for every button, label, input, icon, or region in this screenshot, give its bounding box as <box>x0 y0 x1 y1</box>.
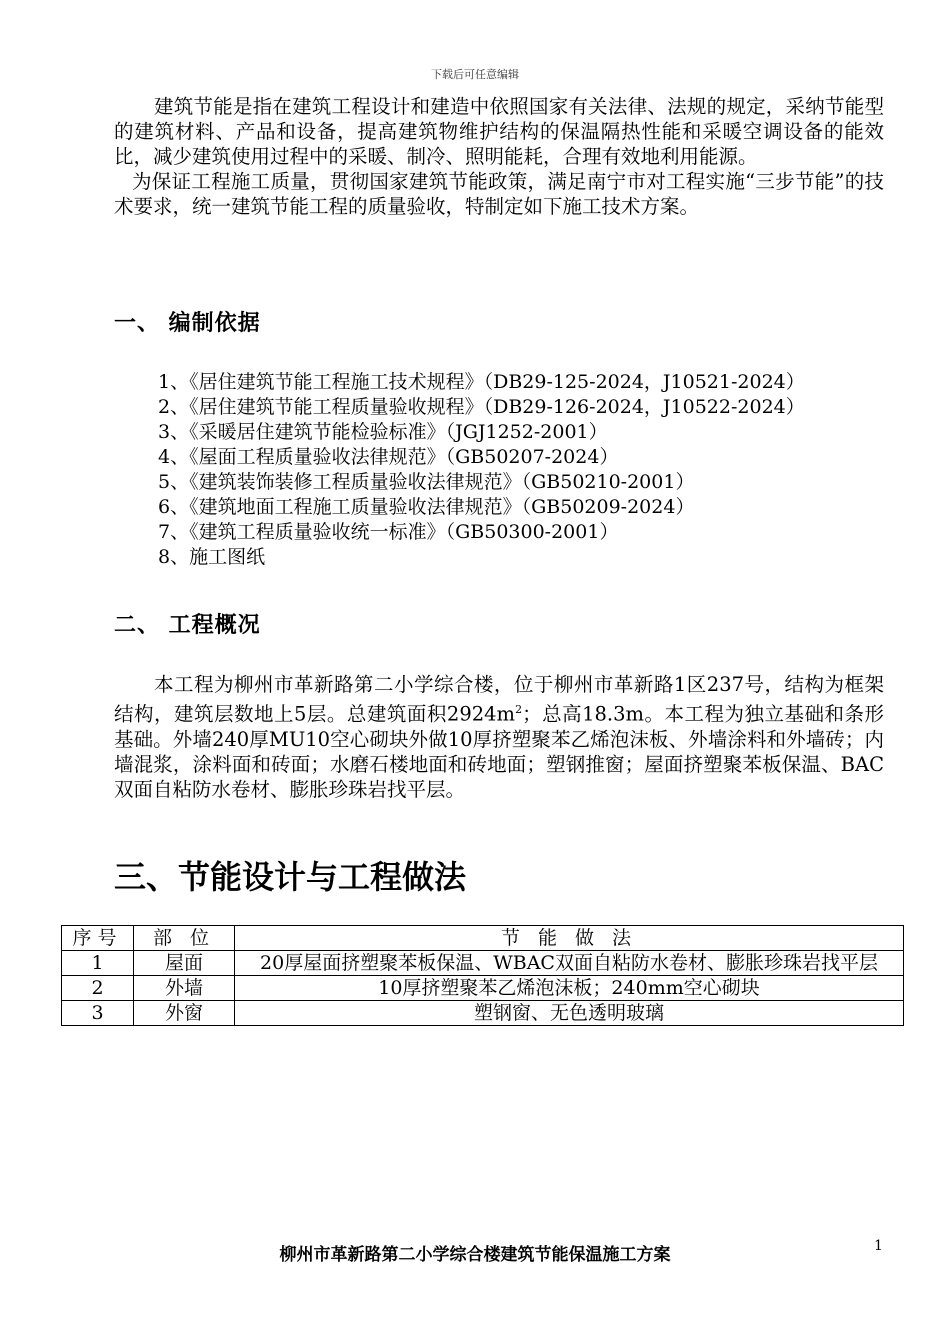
intro-paragraph-2: 为保证工程施工质量，贯彻国家建筑节能政策，满足南宁市对工程实施“三步节能”的技术要求，统一建筑节能工程的质量验收，特制定如下施工技术方案。 <box>114 170 884 218</box>
section-1-title: 一、 编制依据 <box>114 311 261 336</box>
reference-item: 6、《建筑地面工程施工质量验收法律规范》（GB50209-2024） <box>158 496 695 518</box>
project-overview <box>114 672 884 802</box>
row-index: 1 <box>62 951 134 976</box>
page-number: 1 <box>874 1238 883 1254</box>
row-location: 外墙 <box>134 976 235 1001</box>
row-location: 外窗 <box>134 1001 235 1026</box>
reference-item: 2、《居住建筑节能工程质量验收规程》（DB29-126-2024，J10522-2024） <box>158 396 805 418</box>
row-index: 2 <box>62 976 134 1001</box>
reference-item: 5、《建筑装饰装修工程质量验收法律规范》（GB50210-2001） <box>158 471 695 493</box>
intro-paragraph-1: 建筑节能是指在建筑工程设计和建造中依照国家有关法律、法规的规定，采纳节能型的建筑材料、产品和设备，提高建筑物维护结构的保温隔热性能和采暖空调设备的能效比，减少建筑使用过程中的采暖、制冷、照明能耗，合理有效地利用能源。 <box>114 95 884 168</box>
row-method: 10厚挤塑聚苯乙烯泡沫板；240mm空心砌块 <box>235 976 904 1001</box>
energy-saving-table <box>61 925 904 1026</box>
row-method: 20厚屋面挤塑聚苯板保温、WBAC双面自粘防水卷材、膨胀珍珠岩找平层 <box>235 951 904 976</box>
area-superscript: 2 <box>515 703 523 716</box>
row-index: 3 <box>62 1001 134 1026</box>
row-method: 塑钢窗、无色透明玻璃 <box>235 1001 904 1026</box>
reference-item: 1、《居住建筑节能工程施工技术规程》（DB29-125-2024，J10521-2024） <box>158 371 805 393</box>
reference-item: 3、《采暖居住建筑节能检验标准》（JGJ1252-2001） <box>158 421 608 443</box>
reference-item: 8、施工图纸 <box>158 546 266 568</box>
intro <box>114 94 884 219</box>
row-location: 屋面 <box>134 951 235 976</box>
project-overview-text <box>114 672 884 802</box>
reference-item: 7、《建筑工程质量验收统一标准》（GB50300-2001） <box>158 521 619 543</box>
footer-title: 柳州市革新路第二小学综合楼建筑节能保温施工方案 <box>279 1245 671 1265</box>
header-index: 序号 <box>62 926 134 951</box>
reference-item: 4、《屋面工程质量验收法律规范》（GB50207-2024） <box>158 446 619 468</box>
header-method: 节 能 做 法 <box>235 926 904 951</box>
reference-list <box>158 370 805 570</box>
overview-text-part-1: 本工程为柳州市革新路第二小学综合楼，位于柳州市革新路1区237号，结构为框架结构，建筑层数地上5层。总建筑面积2924m <box>114 673 884 726</box>
table-row <box>62 951 904 976</box>
page-header-note: 下载后可任意编辑 <box>431 68 519 81</box>
table-header-row <box>62 926 904 951</box>
section-2-title: 二、 工程概况 <box>114 613 261 638</box>
table-row <box>62 1001 904 1026</box>
overview-text-part-2: ；总高18.3m。本工程为独立基础和条形基础。外墙240厚MU10空心砌块外做10厚挤塑聚苯乙烯泡沫板、外墙涂料和外墙砖；内墙混浆，涂料面和砖面；水磨石楼地面和砖地面；塑钢推窗；屋面挤塑聚苯板保温、BAC双面自粘防水卷材、膨胀珍珠岩找平层。 <box>114 702 884 801</box>
header-location: 部 位 <box>134 926 235 951</box>
section-3-title: 三、节能设计与工程做法 <box>114 858 467 896</box>
table-row <box>62 976 904 1001</box>
